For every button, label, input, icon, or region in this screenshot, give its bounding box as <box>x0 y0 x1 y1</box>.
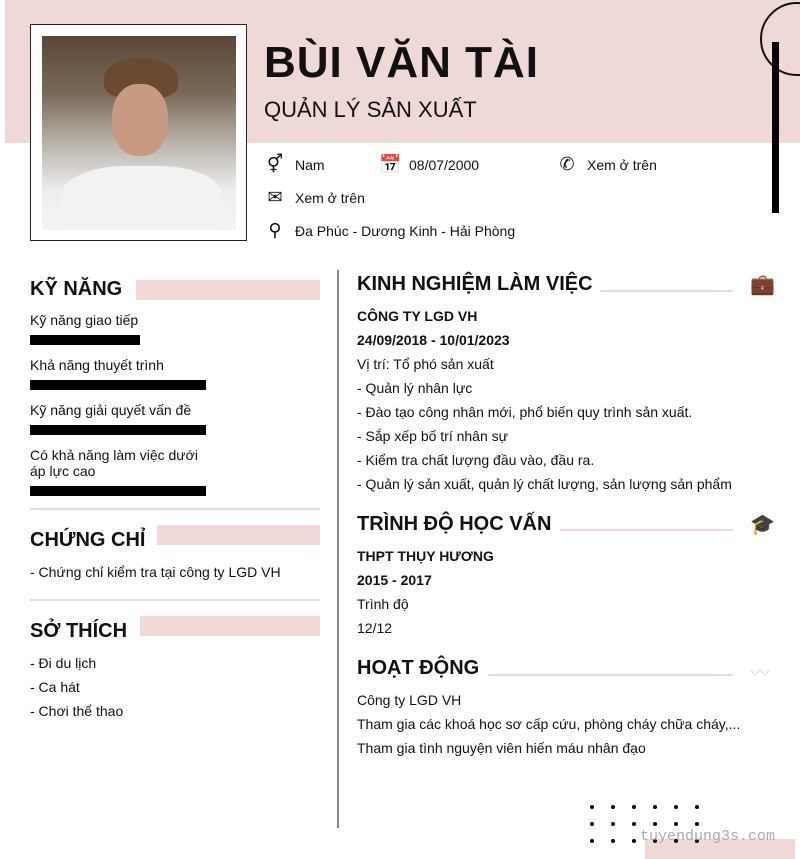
dot <box>611 839 615 843</box>
hobbies-title-bar <box>140 616 320 636</box>
skill-label: Có khả năng làm việc dưới áp lực cao <box>30 447 198 479</box>
dot <box>611 805 615 809</box>
dot <box>590 839 594 843</box>
school-name: THPT THỤY HƯƠNG <box>357 548 494 564</box>
activities-line <box>488 674 733 676</box>
skills-title-bar <box>136 280 320 300</box>
skill-item <box>30 447 206 496</box>
education-line <box>560 529 733 531</box>
mail-icon: ✉ <box>267 187 283 207</box>
phone-info <box>557 154 657 175</box>
experience-line-item: - Đào tạo công nhân mới, phổ biến quy trình sản xuất. <box>357 404 693 420</box>
experience-lines <box>357 352 777 496</box>
education-line-item: Trình độ <box>357 596 409 612</box>
hobbies-title: SỞ THÍCH <box>30 620 128 642</box>
activities-title: HOẠT ĐỘNG <box>357 657 480 679</box>
experience-line-item: - Kiểm tra chất lượng đầu vào, đầu ra. <box>357 452 595 468</box>
phone-text: Xem ở trên <box>587 156 657 173</box>
experience-line-item: - Quản lý sản xuất, quản lý chất lượng, sản lượng sản phẩm <box>357 476 732 492</box>
photo-shirt <box>62 166 222 230</box>
dob-info <box>379 154 479 175</box>
experience-line-item: - Sắp xếp bố trí nhân sự <box>357 428 509 444</box>
skill-level-bar <box>30 486 206 496</box>
heartbeat-icon: 〰 <box>750 663 770 685</box>
dot <box>674 822 678 826</box>
experience-title: KINH NGHIỆM LÀM VIỆC <box>357 273 593 295</box>
skill-item <box>30 402 206 435</box>
decorative-bar <box>772 42 779 213</box>
watermark: tuyendung3s.com <box>640 828 776 845</box>
skill-level-bar <box>30 425 206 435</box>
hobby-item: - Chơi thể thao <box>30 703 124 719</box>
calendar-icon: 📅 <box>379 154 402 174</box>
experience-body <box>357 304 777 496</box>
dot <box>674 805 678 809</box>
skills-title: KỸ NĂNG <box>30 278 123 300</box>
education-line-item: 12/12 <box>357 620 393 636</box>
dot <box>632 822 636 826</box>
education-body <box>357 544 494 640</box>
briefcase-icon: 💼 <box>750 274 775 296</box>
skill-level-bar <box>30 335 140 345</box>
skill-label: Kỹ năng giao tiếp <box>30 312 139 328</box>
skill-label: Khả năng thuyết trình <box>30 357 164 373</box>
graduation-cap-icon: 🎓 <box>750 514 775 536</box>
certs-title-bar <box>157 525 320 545</box>
education-period: 2015 - 2017 <box>357 572 432 588</box>
experience-line <box>600 290 733 292</box>
company-name: CÔNG TY LGD VH <box>357 308 478 324</box>
experience-line-item: - Quản lý nhân lực <box>357 380 473 396</box>
dot <box>611 822 615 826</box>
certs-title: CHỨNG CHỈ <box>30 529 146 551</box>
activities-body <box>357 688 740 760</box>
address-text: Đa Phúc - Dương Kinh - Hải Phòng <box>295 222 516 239</box>
gender-text: Nam <box>295 156 325 173</box>
experience-line-item: Vị trí: Tổ phó sản xuất <box>357 356 494 372</box>
dot <box>653 805 657 809</box>
dot <box>632 839 636 843</box>
skill-item <box>30 357 206 390</box>
skill-level-bar <box>30 380 206 390</box>
hobby-item: - Đi du lịch <box>30 655 97 671</box>
skill-item <box>30 312 206 345</box>
skills-list <box>30 312 206 508</box>
activity-item: Tham gia tình nguyện viên hiến máu nhân đạo <box>357 740 646 756</box>
divider <box>30 599 320 601</box>
dot <box>695 822 699 826</box>
gender-icon: ⚥ <box>266 154 284 174</box>
address-info <box>265 220 515 241</box>
activity-item: Công ty LGD VH <box>357 692 462 708</box>
activity-item: Tham gia các khoá học sơ cấp cứu, phòng cháy chữa cháy,... <box>357 716 741 732</box>
candidate-name: BÙI VĂN TÀI <box>264 38 539 87</box>
column-divider <box>337 270 339 828</box>
dot <box>695 805 699 809</box>
skill-label: Kỹ năng giải quyết vấn đề <box>30 402 192 418</box>
profile-photo <box>42 36 236 230</box>
photo-face <box>112 84 168 156</box>
candidate-role: QUẢN LÝ SẢN XUẤT <box>264 97 477 122</box>
dot <box>653 822 657 826</box>
dob-text: 08/07/2000 <box>409 156 480 173</box>
divider <box>30 508 320 510</box>
cert-item: - Chứng chỉ kiểm tra tại công ty LGD VH <box>30 564 281 580</box>
dot <box>632 805 636 809</box>
hobby-item: - Ca hát <box>30 679 80 695</box>
education-title: TRÌNH ĐỘ HỌC VẤN <box>357 513 552 535</box>
experience-period: 24/09/2018 - 10/01/2023 <box>357 332 510 348</box>
dot <box>590 822 594 826</box>
location-pin-icon: ⚲ <box>268 220 282 240</box>
dot <box>590 805 594 809</box>
email-info <box>265 187 365 208</box>
email-text: Xem ở trên <box>295 189 365 206</box>
phone-icon: ✆ <box>559 154 575 174</box>
hobbies-list <box>30 651 123 723</box>
gender-info <box>265 154 325 175</box>
